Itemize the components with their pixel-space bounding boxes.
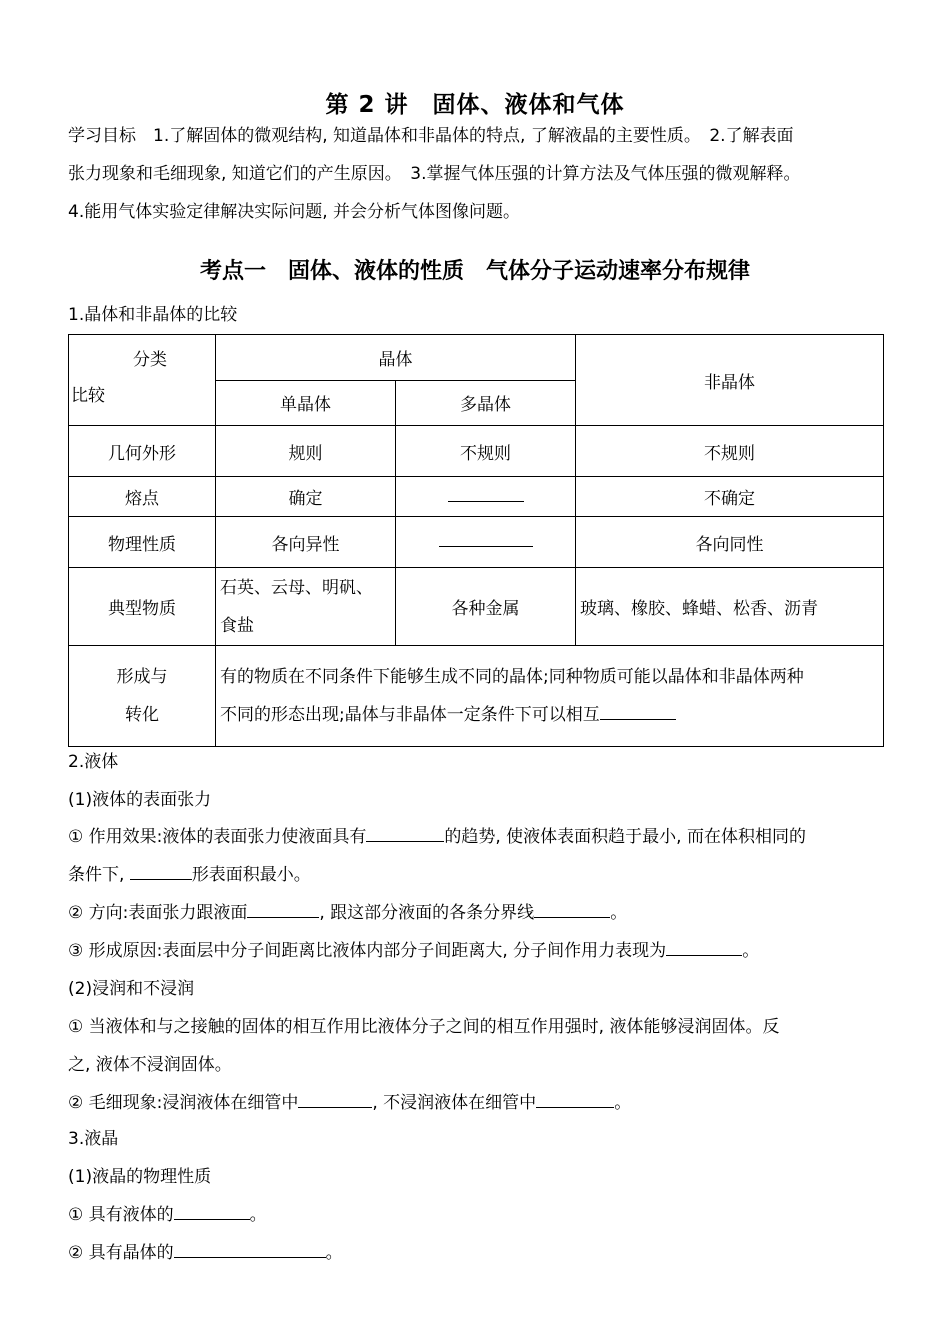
fill-blank (536, 1093, 614, 1108)
learning-objectives (68, 117, 888, 231)
formation-line-2-text: 不同的形态出现;晶体与非晶体一定条件下可以相互 (220, 705, 600, 725)
cause-line (68, 936, 759, 961)
wetting-line-2: 之, 液体不浸润固体。 (68, 1055, 232, 1075)
table-row (69, 426, 884, 477)
liquid-crystal-title: 3.液晶 (68, 1129, 119, 1149)
fill-blank (174, 1243, 326, 1258)
effect-line-1 (68, 822, 806, 847)
direction-line (68, 898, 627, 923)
cell-amorphous: 不规则 (576, 426, 884, 477)
fill-blank (448, 487, 524, 502)
table-row (69, 568, 884, 646)
row-label (69, 646, 216, 747)
table-row (69, 517, 884, 568)
text: 。 (610, 903, 628, 923)
text: , 跟这部分液面的各条分界线 (319, 903, 535, 923)
text: ② 方向:表面张力跟液面 (68, 903, 248, 923)
cell-poly-blank (396, 477, 576, 517)
fill-blank (247, 903, 319, 918)
text: ① 作用效果:液体的表面张力使液面具有 (68, 827, 367, 847)
cell-single: 确定 (216, 477, 396, 517)
cell-amorphous: 不确定 (576, 477, 884, 517)
cell-single (216, 568, 396, 646)
surface-tension-title: (1)液体的表面张力 (68, 790, 212, 810)
text: ② 毛细现象:浸润液体在细管中 (68, 1093, 299, 1113)
formation-text (216, 646, 884, 747)
fill-blank (366, 827, 444, 842)
section-title: 考点一 固体、液体的性质 气体分子运动速率分布规律 (199, 259, 750, 284)
effect-line-2 (68, 860, 311, 885)
table-row (69, 646, 884, 747)
row-label: 物理性质 (69, 517, 216, 568)
text: 的趋势, 使液体表面积趋于最小, 而在体积相同的 (444, 827, 806, 847)
text: 形表面积最小。 (191, 865, 311, 885)
cell-single: 规则 (216, 426, 396, 477)
row-label: 几何外形 (69, 426, 216, 477)
cell-poly-blank (396, 517, 576, 568)
wetting-title: (2)浸润和不浸润 (68, 979, 195, 999)
text: 条件下, (68, 865, 130, 885)
fill-blank (666, 941, 742, 956)
text: 。 (614, 1093, 632, 1113)
header-crystal: 晶体 (216, 335, 576, 381)
table-row (69, 477, 884, 517)
wetting-line-1: ① 当液体和与之接触的固体的相互作用比液体分子之间的相互作用强时, 液体能够浸润固体。反 (68, 1017, 780, 1037)
formation-line-2 (220, 696, 883, 734)
cell-single-line-2: 食盐 (220, 615, 254, 636)
cell-amorphous: 玻璃、橡胶、蜂蜡、松香、沥青 (576, 568, 884, 646)
lc-property-title: (1)液晶的物理性质 (68, 1167, 212, 1187)
comparison-table (68, 334, 884, 747)
text: ① 具有液体的 (68, 1205, 174, 1225)
cell-single-line-1: 石英、云母、明矾、 (220, 577, 373, 598)
lc-property-2 (68, 1238, 343, 1263)
text: , 不浸润液体在细管中 (372, 1093, 537, 1113)
table-corner-cell (69, 335, 216, 426)
row-label: 典型物质 (69, 568, 216, 646)
objectives-line-2: 张力现象和毛细现象, 知道它们的产生原因。 3.掌握气体压强的计算方法及气体压强的微观解释。 (68, 164, 801, 184)
header-single-crystal: 单晶体 (216, 380, 396, 426)
cell-poly: 各种金属 (396, 568, 576, 646)
text: 。 (249, 1205, 267, 1225)
fill-blank (130, 865, 192, 880)
fill-blank (534, 903, 610, 918)
header-poly-crystal: 多晶体 (396, 380, 576, 426)
fill-blank (174, 1205, 250, 1220)
cell-amorphous: 各向同性 (576, 517, 884, 568)
subsection-title: 1.晶体和非晶体的比较 (68, 305, 238, 325)
text: ② 具有晶体的 (68, 1243, 174, 1263)
objectives-line-3: 4.能用气体实验定律解决实际问题, 并会分析气体图像问题。 (68, 202, 521, 222)
text: 。 (742, 941, 760, 961)
cell-single: 各向异性 (216, 517, 396, 568)
formation-label-line-2: 转化 (125, 705, 159, 725)
corner-top-label: 分类 (133, 350, 167, 370)
capillary-line (68, 1088, 631, 1113)
text: 。 (325, 1243, 343, 1263)
corner-bottom-label: 比较 (71, 386, 105, 406)
header-amorphous: 非晶体 (576, 335, 884, 426)
row-label: 熔点 (69, 477, 216, 517)
fill-blank (298, 1093, 372, 1108)
text: ③ 形成原因:表面层中分子间距离比液体内部分子间距离大, 分子间作用力表现为 (68, 941, 667, 961)
fill-blank (600, 705, 676, 720)
fill-blank (439, 532, 533, 547)
formation-label-line-1: 形成与 (116, 667, 168, 687)
cell-poly: 不规则 (396, 426, 576, 477)
formation-line-1: 有的物质在不同条件下能够生成不同的晶体;同种物质可能以晶体和非晶体两种 (220, 667, 804, 687)
lc-property-1 (68, 1200, 267, 1225)
page-title: 第 2 讲 固体、液体和气体 (325, 92, 625, 118)
objectives-line-1: 学习目标 1.了解固体的微观结构, 知道晶体和非晶体的特点, 了解液晶的主要性质。 2.了解表面 (68, 126, 794, 146)
liquid-title: 2.液体 (68, 752, 119, 772)
